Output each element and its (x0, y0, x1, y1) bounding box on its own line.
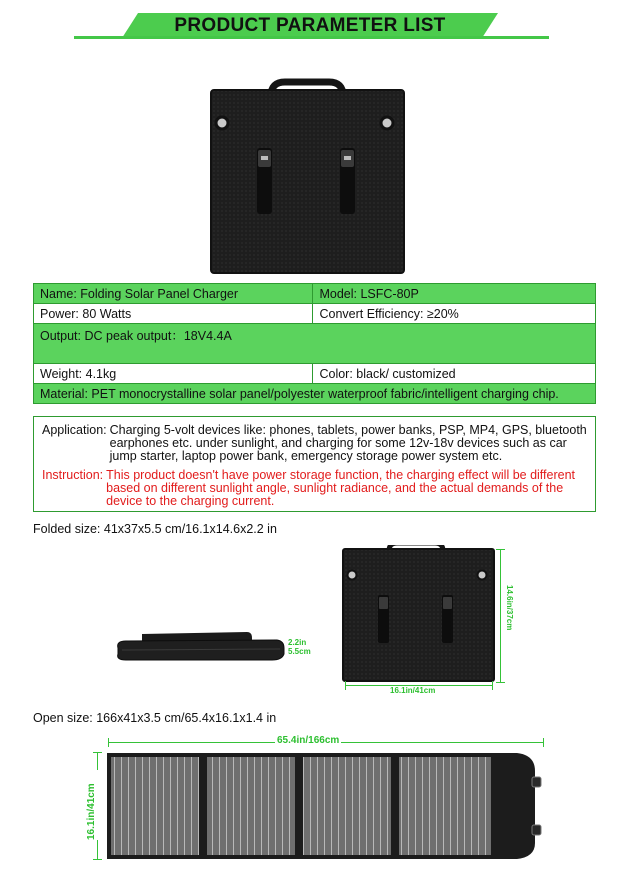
folded-width-label: 16.1in/41cm (390, 686, 436, 695)
application-text: Charging 5-volt devices like: phones, tablets, power banks, PSP, MP4, GPS, bluetooth earphones etc. under sunlight, and charging for some 12v-18v devices such as car jump starter, laptop power bank, emergency storage power system etc. (109, 423, 587, 463)
product-photo-side (112, 628, 287, 664)
param-name: Name: Folding Solar Panel Charger (34, 284, 313, 304)
application-row (42, 424, 587, 463)
height-dimension-line (500, 549, 501, 683)
param-color: Color: black/ customized (313, 364, 596, 384)
parameter-table (33, 283, 596, 404)
open-height-tick (93, 752, 102, 753)
open-height-tick (93, 859, 102, 860)
table-row (34, 384, 596, 404)
param-output: Output: DC peak output：18V4.4A (34, 324, 596, 364)
thickness-inch: 2.2in (288, 638, 307, 647)
instruction-text: This product doesn't have power storage function, the charging effect will be different based on different sunlight angle, sunlight radiance, and the actual demands of the device to the charging current. (106, 468, 576, 508)
param-model: Model: LSFC-80P (313, 284, 596, 304)
application-box (33, 416, 596, 512)
table-row (34, 304, 596, 324)
instruction-label: Instruction: (42, 468, 104, 482)
table-row (34, 324, 596, 364)
height-dimension-tick (496, 549, 505, 550)
open-width-tick (543, 738, 544, 747)
open-width-label: 65.4in/166cm (277, 735, 340, 746)
folded-size-caption: Folded size: 41x37x5.5 cm/16.1x14.6x2.2 in (33, 522, 277, 536)
open-size-caption: Open size: 166x41x3.5 cm/65.4x16.1x1.4 in (33, 711, 277, 725)
page-title: PRODUCT PARAMETER LIST (174, 15, 446, 36)
header-underline (74, 36, 549, 39)
param-material: Material: PET monocrystalline solar panel/polyester waterproof fabric/intelligent charging chip. (34, 384, 596, 404)
product-photo-folded (205, 78, 410, 278)
application-label: Application: (42, 423, 107, 437)
thickness-cm: 5.5cm (288, 647, 311, 656)
product-photo-front (341, 545, 496, 683)
open-width-tick (108, 738, 109, 747)
width-dimension-tick (492, 681, 493, 690)
table-row (34, 364, 596, 384)
height-dimension-tick (496, 682, 505, 683)
open-height-label: 16.1in/41cm (86, 770, 100, 840)
param-weight: Weight: 4.1kg (34, 364, 313, 384)
product-photo-open (107, 751, 547, 861)
instruction-row (42, 469, 587, 508)
width-dimension-tick (345, 681, 346, 690)
table-row (34, 284, 596, 304)
folded-height-label: 14.6in/37cm (505, 585, 514, 631)
param-power: Power: 80 Watts (34, 304, 313, 324)
param-efficiency: Convert Efficiency: ≥20% (313, 304, 596, 324)
